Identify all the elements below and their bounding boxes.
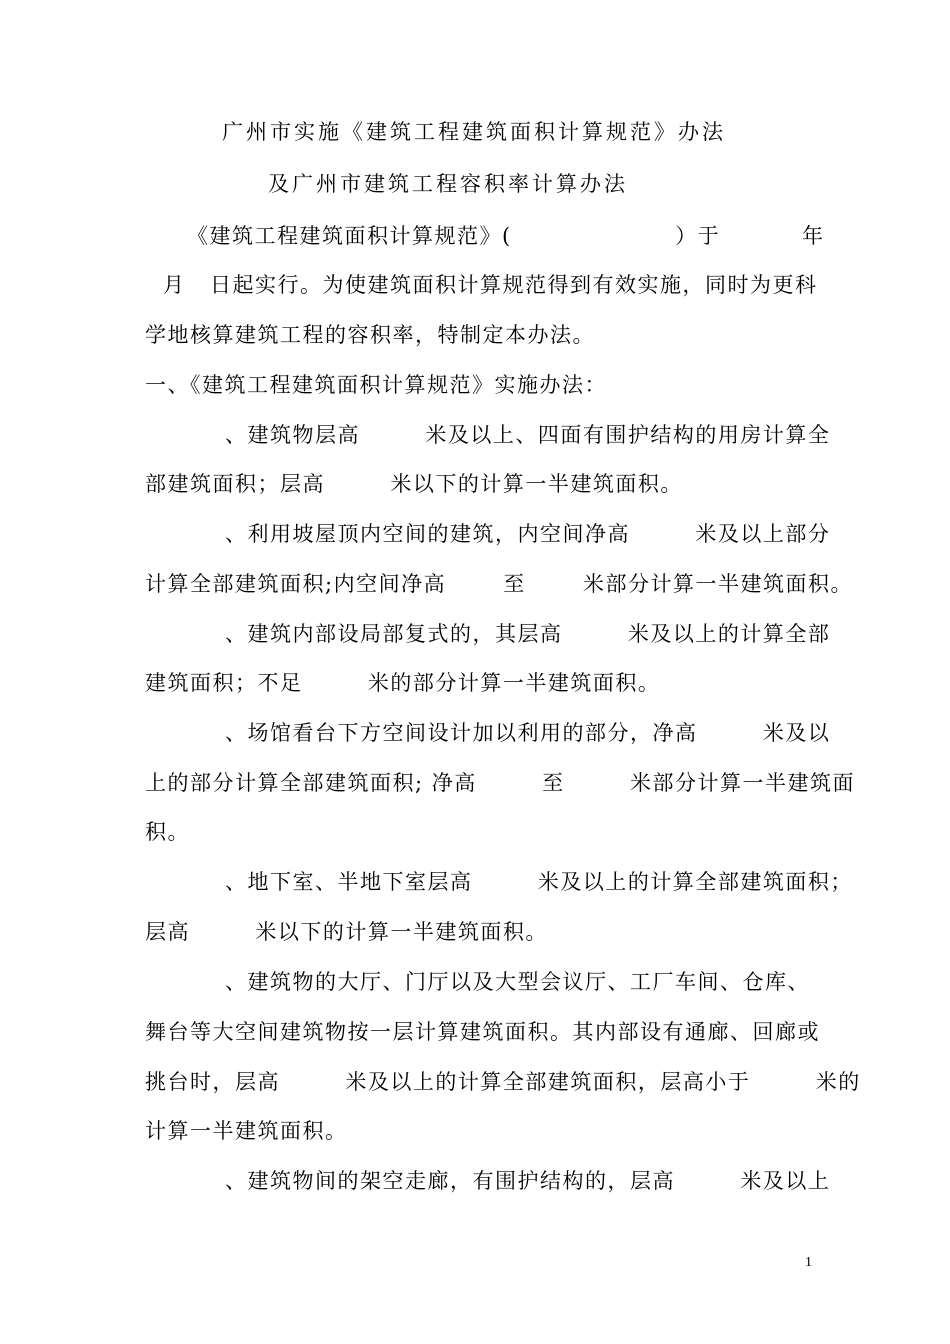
page-number: 1: [805, 1255, 812, 1270]
item-5-line-1: 、地下室、半地下室层高 米及以上的计算全部建筑面积；: [225, 870, 853, 894]
intro-line-1: 《建筑工程建筑面积计算规范》( ）于 年: [187, 224, 825, 248]
title-line-2: 及广州市建筑工程容积率计算办法: [268, 172, 628, 196]
item-1-line-2: 部建筑面积；层高 米以下的计算一半建筑面积。: [145, 472, 683, 496]
item-7-line-1: 、建筑物间的架空走廊，有围护结构的，层高 米及以上: [225, 1169, 831, 1193]
item-6-line-2: 舞台等大空间建筑物按一层计算建筑面积。其内部设有通廊、回廊或: [145, 1020, 820, 1044]
item-1-line-1: 、建筑物层高 米及以上、四面有围护结构的用房计算全: [225, 423, 831, 447]
item-3-line-2: 建筑面积；不足 米的部分计算一半建筑面积。: [145, 671, 661, 695]
title-line-1: 广州市实施《建筑工程建筑面积计算规范》办法: [222, 120, 726, 144]
item-5-line-2: 层高 米以下的计算一半建筑面积。: [145, 920, 548, 944]
item-4-line-2: 上的部分计算全部建筑面积; 净高 至 米部分计算一半建筑面: [145, 771, 856, 795]
section-heading: 一、《建筑工程建筑面积计算规范》实施办法：: [145, 373, 607, 397]
item-6-line-1: 、建筑物的大厅、门厅以及大型会议厅、工厂车间、仓库、: [225, 970, 810, 994]
item-4-line-1: 、场馆看台下方空间设计加以利用的部分，净高 米及以: [225, 721, 831, 745]
item-2-line-1: 、利用坡屋顶内空间的建筑，内空间净高 米及以上部分: [225, 522, 831, 546]
intro-line-2: 月 日起实行。为使建筑面积计算规范得到有效实施，同时为更科: [163, 273, 818, 297]
item-6-line-4: 计算一半建筑面积。: [145, 1119, 348, 1143]
intro-line-3: 学地核算建筑工程的容积率，特制定本办法。: [145, 323, 595, 347]
item-3-line-1: 、建筑内部设局部复式的，其层高 米及以上的计算全部: [225, 622, 831, 646]
item-2-line-2: 计算全部建筑面积;内空间净高 至 米部分计算一半建筑面积。: [145, 572, 854, 596]
item-6-line-3: 挑台时，层高 米及以上的计算全部建筑面积，层高小于 米的: [145, 1070, 861, 1094]
item-4-line-3: 积。: [145, 820, 190, 844]
